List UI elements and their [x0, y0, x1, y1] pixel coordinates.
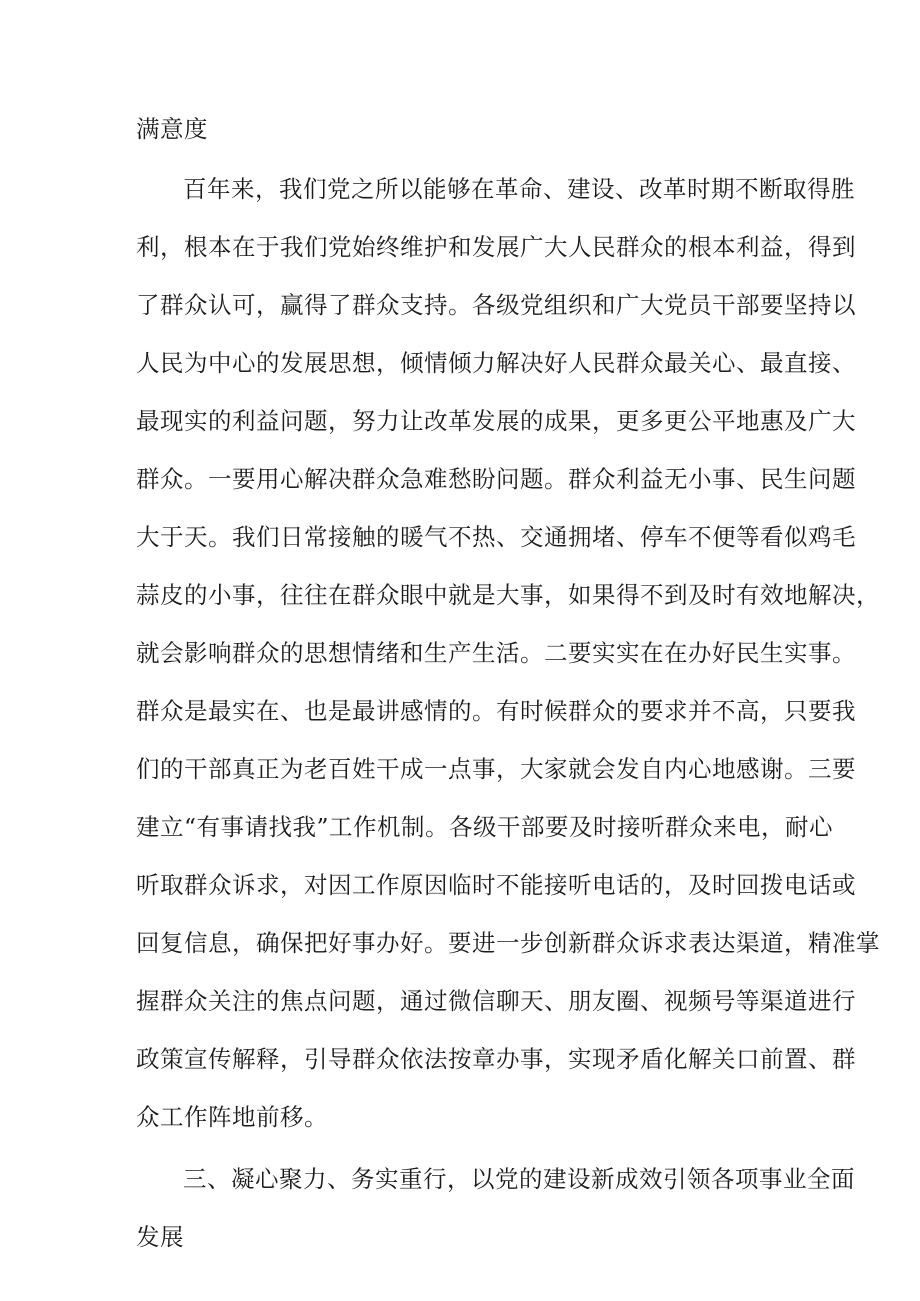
text-line: 众工作阵地前移。	[136, 1103, 328, 1131]
section-heading: 三、凝心聚力、务实重行，以党的建设新成效引领各项事业全面	[183, 1165, 855, 1193]
paragraph-first-line: 百年来，我们党之所以能够在革命、建设、改革时期不断取得胜	[183, 175, 855, 203]
text-line: 群众是最实在、也是最讲感情的。有时候群众的要求并不高，只要我	[136, 697, 856, 725]
text-line: 听取群众诉求，对因工作原因临时不能接听电话的，及时回拨电话或	[136, 871, 856, 899]
text-line: 人民为中心的发展思想，倾情倾力解决好人民群众最关心、最直接、	[136, 349, 856, 377]
text-line: 建立“有事请找我”工作机制。各级干部要及时接听群众来电，耐心	[136, 813, 834, 841]
text-line: 就会影响群众的思想情绪和生产生活。二要实实在在办好民生实事。	[136, 639, 856, 667]
text-line: 政策宣传解释，引导群众依法按章办事，实现矛盾化解关口前置、群	[136, 1045, 856, 1073]
text-line: 们的干部真正为老百姓干成一点事，大家就会发自内心地感谢。三要	[136, 755, 856, 783]
text-line: 了群众认可，赢得了群众支持。各级党组织和广大党员干部要坚持以	[136, 291, 856, 319]
section-heading-continued: 发展	[136, 1223, 184, 1251]
text-line: 群众。一要用心解决群众急难愁盼问题。群众利益无小事、民生问题	[136, 465, 856, 493]
text-line: 握群众关注的焦点问题，通过微信聊天、朋友圈、视频号等渠道进行	[136, 987, 856, 1015]
text-line: 大于天。我们日常接触的暖气不热、交通拥堵、停车不便等看似鸡毛	[136, 523, 856, 551]
text-line: 蒜皮的小事，往往在群众眼中就是大事，如果得不到及时有效地解决，	[136, 581, 880, 609]
text-line: 利，根本在于我们党始终维护和发展广大人民群众的根本利益，得到	[136, 233, 856, 261]
text-line: 回复信息，确保把好事办好。要进一步创新群众诉求表达渠道，精准掌	[136, 929, 880, 957]
text-line: 最现实的利益问题，努力让改革发展的成果，更多更公平地惠及广大	[136, 407, 856, 435]
text-line: 满意度	[136, 115, 208, 143]
